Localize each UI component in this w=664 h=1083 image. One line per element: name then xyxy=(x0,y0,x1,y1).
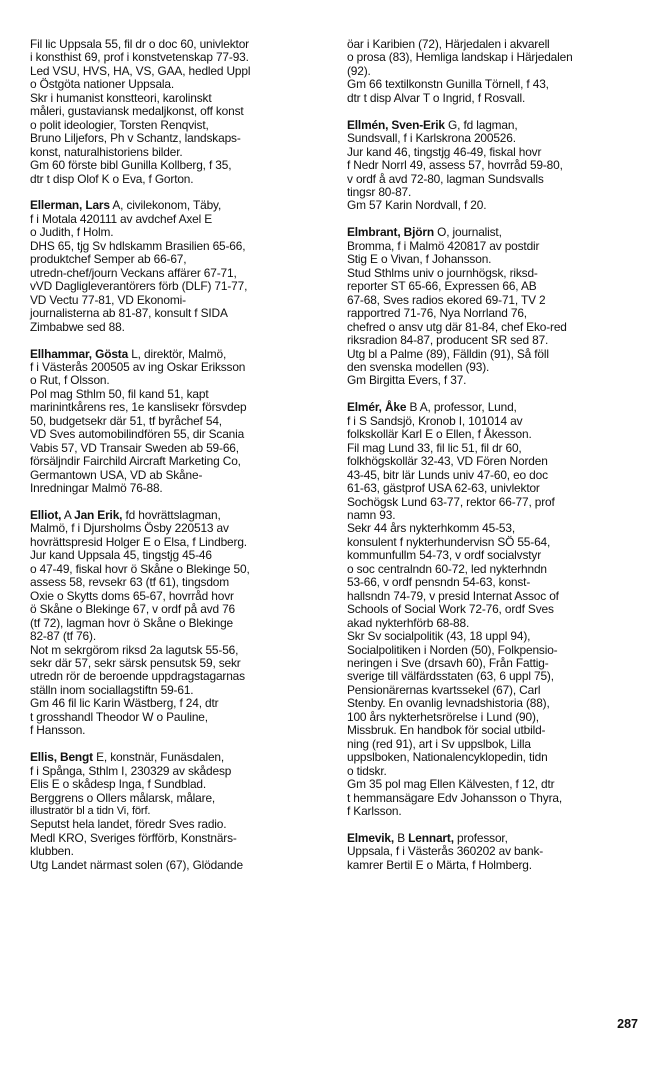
entry-line xyxy=(347,132,639,145)
entry-text: A xyxy=(61,508,75,522)
entry-text: Socialpolitiken i Norden (50), Folkpensio- xyxy=(347,642,558,657)
entry-text: t grosshandl Theodor W o Pauline, xyxy=(30,709,208,724)
entry-line xyxy=(30,294,322,307)
entry-text: Skr Sv socialpolitik (43, 18 uppl 94), xyxy=(347,629,531,644)
entry-line xyxy=(347,617,639,630)
biography-entry xyxy=(347,119,639,213)
entry-line xyxy=(347,536,639,549)
entry-line xyxy=(30,105,322,118)
entry-line xyxy=(347,334,639,347)
entry-text: Gm 46 fil lic Karin Wästberg, f 24, dtr xyxy=(30,696,219,711)
entry-headword: Ellis, Bengt xyxy=(30,750,93,765)
entry-line xyxy=(30,415,322,428)
entry-text: Stud Sthlms univ o journhögsk, riksd- xyxy=(347,265,538,280)
entry-text: 43-45, bitr lär Lunds univ 47-60, eo doc xyxy=(347,467,548,482)
entry-line xyxy=(30,778,322,791)
entry-line xyxy=(30,348,322,361)
entry-text: Malmö, f i Djursholms Ösby 220513 av xyxy=(30,521,229,536)
entry-line xyxy=(30,549,322,562)
entry-text: kommunfullm 54-73, v ordf socialvstyr xyxy=(347,548,542,563)
entry-line xyxy=(30,455,322,468)
entry-line xyxy=(30,280,322,293)
entry-text: klubben. xyxy=(30,844,74,859)
entry-line xyxy=(30,226,322,239)
entry-text: o Östgöta nationer Uppsala. xyxy=(30,77,175,92)
entry-line xyxy=(347,253,639,266)
entry-text: produktchef Semper ab 66-67, xyxy=(30,252,187,267)
entry-line xyxy=(30,751,322,764)
entry-line xyxy=(30,818,322,831)
entry-text: f i Västerås 200505 av ing Oskar Eriksson xyxy=(30,359,246,374)
entry-text: assess 58, revsekr 63 (tf 61), tingsdom xyxy=(30,575,230,590)
entry-line xyxy=(30,374,322,387)
entry-text: 100 års nykterhetsrörelse i Lund (90), xyxy=(347,709,539,724)
entry-line xyxy=(30,253,322,266)
entry-line xyxy=(30,630,322,643)
entry-line xyxy=(347,630,639,643)
entry-line xyxy=(347,657,639,670)
entry-text: Utg Landet närmast solen (67), Glödande xyxy=(30,857,243,872)
entry-text: f Karlsson. xyxy=(347,803,402,818)
biography-entry xyxy=(347,401,639,818)
entry-text: o Rut, f Olsson. xyxy=(30,373,110,388)
entry-text: chefred o ansv utg där 81-84, chef Eko-red xyxy=(347,319,567,334)
entry-text: illustratör bl a tidn Vi, förf. xyxy=(30,805,151,818)
entry-text: Skr i humanist konstteori, karolinskt xyxy=(30,90,212,105)
biography-entry xyxy=(347,38,639,105)
entry-text: ställn inom sociallagstiftn 59-61. xyxy=(30,682,194,697)
entry-text: Bromma, f i Malmö 420817 av postdir xyxy=(347,238,540,253)
entry-line xyxy=(30,697,322,710)
entry-line xyxy=(347,590,639,603)
entry-line xyxy=(347,496,639,509)
entry-line xyxy=(347,792,639,805)
entry-line xyxy=(30,38,322,51)
entry-text: Gm 35 pol mag Ellen Kälvesten, f 12, dtr xyxy=(347,777,555,792)
entry-text: fd hovrättslagman, xyxy=(122,508,221,522)
entry-text: 61-63, gästprof USA 62-63, univlektor xyxy=(347,481,540,496)
entry-line xyxy=(30,576,322,589)
entry-line xyxy=(347,738,639,751)
entry-line xyxy=(347,51,639,64)
biography-entry xyxy=(30,348,322,496)
entry-line xyxy=(347,455,639,468)
entry-line xyxy=(30,307,322,320)
entry-text: DHS 65, tjg Sv hdlskamm Brasilien 65-66, xyxy=(30,238,246,253)
entry-line xyxy=(347,240,639,253)
entry-line xyxy=(30,92,322,105)
biography-entry xyxy=(30,38,322,186)
entry-text: den svenska modellen (93). xyxy=(347,359,490,374)
entry-text: reporter ST 65-66, Expressen 66, AB xyxy=(347,279,537,294)
entry-line xyxy=(347,603,639,616)
entry-text: Berggrens o Ollers målarsk, målare, xyxy=(30,790,216,805)
entry-line xyxy=(347,428,639,441)
entry-text: Missbruk. En handbok för social utbild- xyxy=(347,723,546,738)
entry-text: f Hansson. xyxy=(30,723,86,738)
entry-text: 50, budgetsekr där 51, tf byråchef 54, xyxy=(30,413,222,428)
entry-headword: Ellerman, Lars xyxy=(30,198,110,213)
entry-text: i konsthist 69, prof i konstvetenskap 77-93. xyxy=(30,50,249,65)
entry-text: A, civilekonom, Täby, xyxy=(109,198,222,213)
entry-text: journalisterna ab 81-87, konsult f SIDA xyxy=(30,306,228,321)
entry-text: ö Skåne o Blekinge 67, v ordf på avd 76 xyxy=(30,602,236,617)
entry-line xyxy=(30,657,322,670)
entry-text: Jur kand Uppsala 45, tingstjg 45-46 xyxy=(30,548,212,563)
entry-line xyxy=(30,361,322,374)
entry-line xyxy=(347,159,639,172)
entry-text: Fil mag Lund 33, fil lic 51, fil dr 60, xyxy=(347,440,522,455)
entry-text: (92). xyxy=(347,63,371,78)
entry-text: ning (red 91), art i Sv uppslbok, Lilla xyxy=(347,736,531,751)
entry-text: o Judith, f Holm. xyxy=(30,225,114,240)
entry-line xyxy=(30,132,322,145)
entry-line xyxy=(347,146,639,159)
entry-text: o soc centralndn 60-72, led nykterhndn xyxy=(347,561,547,576)
entry-text: konsulent f nykterhundervisn SÖ 55-64, xyxy=(347,534,551,549)
entry-text: t hemmansägare Edv Johansson o Thyra, xyxy=(347,790,562,805)
entry-text: Uppsala, f i Västerås 360202 av bank- xyxy=(347,844,544,859)
biography-entry xyxy=(30,509,322,738)
entry-line xyxy=(347,697,639,710)
entry-line xyxy=(30,522,322,535)
entry-line xyxy=(30,469,322,482)
entry-line xyxy=(347,307,639,320)
page-number: 287 xyxy=(617,1017,638,1031)
entry-text: 67-68, Sves radios ekored 69-71, TV 2 xyxy=(347,292,546,307)
entry-text: Pol mag Sthlm 50, fil kand 51, kapt xyxy=(30,386,209,401)
entry-line xyxy=(347,119,639,132)
entry-line xyxy=(347,859,639,872)
entry-text: kamrer Bertil E o Märta, f Holmberg. xyxy=(347,857,532,872)
entry-text: Oxie o Skytts doms 65-67, hovrråd hovr xyxy=(30,588,234,603)
entry-text: Inredningar Malmö 76-88. xyxy=(30,481,163,496)
entry-line xyxy=(347,294,639,307)
entry-line xyxy=(347,576,639,589)
entry-line xyxy=(30,603,322,616)
entry-text: Zimbabwe sed 88. xyxy=(30,319,125,334)
entry-line xyxy=(30,684,322,697)
entry-line xyxy=(30,119,322,132)
entry-text: måleri, gustaviansk medaljkonst, off konst xyxy=(30,104,244,119)
entry-line xyxy=(30,482,322,495)
biography-entry xyxy=(30,751,322,872)
entry-line xyxy=(30,267,322,280)
entry-text: o tidskr. xyxy=(347,763,387,778)
biography-entry xyxy=(347,226,639,387)
entry-text: försäljndir Fairchild Aircraft Marketing Co, xyxy=(30,454,241,469)
entry-headword: Elliot, xyxy=(30,508,62,522)
entry-line xyxy=(347,38,639,51)
entry-text: o 47-49, fiskal hovr ö Skåne o Blekinge 50, xyxy=(30,561,250,576)
entry-line xyxy=(30,832,322,845)
biography-entry xyxy=(347,832,639,872)
entry-line xyxy=(347,549,639,562)
entry-line xyxy=(347,321,639,334)
entry-text: Medl KRO, Sveriges förfförb, Konstnärs- xyxy=(30,830,237,845)
entry-line xyxy=(30,765,322,778)
entry-line xyxy=(347,226,639,239)
entry-line xyxy=(30,644,322,657)
entry-text: hovrättspresid Holger E o Elsa, f Lindberg. xyxy=(30,534,247,549)
entry-text: Stig E o Vivan, f Johansson. xyxy=(347,252,492,267)
entry-line xyxy=(30,173,322,186)
entry-text: Pensionärernas kvartssekel (67), Carl xyxy=(347,682,541,697)
entry-text: o polit ideologier, Torsten Renqvist, xyxy=(30,117,209,132)
entry-text: sekr där 57, sekr särsk pensutsk 59, sekr xyxy=(30,655,241,670)
entry-line xyxy=(347,348,639,361)
entry-text: o prosa (83), Hemliga landskap i Härjedalen xyxy=(347,50,573,65)
entry-text: rapportred 71-76, Nya Norrland 76, xyxy=(347,306,527,321)
entry-line xyxy=(347,401,639,414)
entry-line xyxy=(30,401,322,414)
entry-text: uppslboken, Nationalencyklopedin, tidn xyxy=(347,750,548,765)
entry-line xyxy=(347,482,639,495)
entry-text: Sekr 44 års nykterhkomm 45-53, xyxy=(347,521,515,536)
entry-headword: Ellmén, Sven-Erik xyxy=(347,117,445,132)
entry-line xyxy=(347,442,639,455)
entry-text: dtr t disp Olof K o Eva, f Gorton. xyxy=(30,171,194,186)
entry-line xyxy=(30,805,322,818)
entry-line xyxy=(347,65,639,78)
entry-line xyxy=(30,590,322,603)
entry-line xyxy=(30,428,322,441)
entry-line xyxy=(30,65,322,78)
entry-text: Gm Birgitta Evers, f 37. xyxy=(347,373,467,388)
entry-line xyxy=(30,724,322,737)
entry-line xyxy=(30,859,322,872)
entry-text: B xyxy=(394,830,409,845)
entry-text: Germantown USA, VD ab Skåne- xyxy=(30,467,203,482)
entry-text: utredn-chef/journ Veckans affärer 67-71, xyxy=(30,265,237,280)
entry-line xyxy=(347,832,639,845)
entry-line xyxy=(30,146,322,159)
entry-text: Gm 66 textilkonstn Gunilla Törnell, f 43, xyxy=(347,77,549,92)
entry-line xyxy=(347,469,639,482)
entry-text: Fil lic Uppsala 55, fil dr o doc 60, univlektor xyxy=(30,37,249,51)
entry-text: E, konstnär, Funäsdalen, xyxy=(92,750,225,765)
entry-line xyxy=(347,199,639,212)
entry-text: L, direktör, Malmö, xyxy=(128,346,227,361)
entry-line xyxy=(347,267,639,280)
entry-text: VD Vectu 77-81, VD Ekonomi- xyxy=(30,292,186,307)
entry-line xyxy=(30,213,322,226)
entry-line xyxy=(30,536,322,549)
entry-text: hallsndn 74-79, v presid Internat Assoc of xyxy=(347,588,559,603)
entry-line xyxy=(30,388,322,401)
entry-text: Sochögsk Lund 63-77, rektor 66-77, prof xyxy=(347,494,555,509)
entry-line xyxy=(347,280,639,293)
entry-text: namn 93. xyxy=(347,508,396,522)
entry-line xyxy=(30,792,322,805)
entry-text: dtr t disp Alvar T o Ingrid, f Rosvall. xyxy=(347,90,526,105)
entry-text: utredn rör de beroende uppdragstagarnas xyxy=(30,669,245,684)
entry-line xyxy=(30,563,322,576)
entry-line xyxy=(30,670,322,683)
entry-line xyxy=(30,711,322,724)
entry-line xyxy=(347,92,639,105)
entry-line xyxy=(347,186,639,199)
entry-line xyxy=(30,240,322,253)
entry-line xyxy=(347,563,639,576)
entry-headword: Lennart, xyxy=(408,830,454,845)
entry-text: konst, naturalhistoriens bilder. xyxy=(30,144,183,159)
entry-line xyxy=(30,199,322,212)
entry-text: B A, professor, Lund, xyxy=(406,400,517,415)
entry-text: Gm 60 förste bibl Gunilla Kollberg, f 35, xyxy=(30,158,232,173)
entry-line xyxy=(347,374,639,387)
entry-text: tingsr 80-87. xyxy=(347,185,412,200)
entry-text: Led VSU, HVS, HA, VS, GAA, hedled Uppl xyxy=(30,63,251,78)
entry-headword: Elmér, Åke xyxy=(347,400,407,415)
entry-line xyxy=(347,845,639,858)
entry-line xyxy=(30,845,322,858)
entry-text: 53-66, v ordf pensndn 54-63, konst- xyxy=(347,575,531,590)
entry-text: Schools of Social Work 72-76, ordf Sves xyxy=(347,602,554,617)
entry-line xyxy=(30,509,322,522)
entry-text: riksradion 84-87, producent SR sed 87. xyxy=(347,333,549,348)
entry-text: Gm 57 Karin Nordvall, f 20. xyxy=(347,198,487,213)
entry-text: f i Spånga, Sthlm I, 230329 av skådesp xyxy=(30,763,232,778)
entry-text: folkhögskollär 32-43, VD Fören Norden xyxy=(347,454,548,469)
entry-line xyxy=(30,321,322,334)
entry-text: VD Sves automobilindfören 55, dir Scania xyxy=(30,427,245,442)
entry-line xyxy=(347,765,639,778)
entry-headword: Elmbrant, Björn xyxy=(347,225,434,240)
entry-text: O, journalist, xyxy=(433,225,502,240)
entry-line xyxy=(347,173,639,186)
entry-text: Not m sekrgörom riksd 2a lagutsk 55-56, xyxy=(30,642,239,657)
entry-line xyxy=(347,361,639,374)
entry-text: Seputst hela landet, föredr Sves radio. xyxy=(30,817,227,832)
entry-text: folkskollär Karl E o Ellen, f Åkesson. xyxy=(347,427,532,442)
entry-text: G, fd lagman, xyxy=(444,117,518,132)
entry-line xyxy=(347,778,639,791)
entry-headword: Elmevik, xyxy=(347,830,395,845)
entry-text: professor, xyxy=(453,830,508,845)
biography-entry xyxy=(30,199,322,334)
entry-line xyxy=(347,644,639,657)
entry-text: Vabis 57, VD Transair Sweden ab 59-66, xyxy=(30,440,239,455)
entry-line xyxy=(347,522,639,535)
entry-text: neringen i Sve (drsavh 60), Från Fattig- xyxy=(347,655,549,670)
entry-text: Bruno Liljefors, Ph v Schantz, landskaps- xyxy=(30,131,241,146)
entry-text: Jur kand 46, tingstjg 46-49, fiskal hovr xyxy=(347,144,542,159)
left-column xyxy=(30,38,322,886)
entry-text: f i Motala 420111 av avdchef Axel E xyxy=(30,211,213,226)
entry-text: vVD Dagligleverantörers förb (DLF) 71-77, xyxy=(30,279,248,294)
entry-line xyxy=(30,617,322,630)
entry-line xyxy=(347,509,639,522)
entry-text: (tf 72), lagman hovr ö Skåne o Blekinge xyxy=(30,615,234,630)
entry-line xyxy=(30,51,322,64)
entry-line xyxy=(30,442,322,455)
entry-text: öar i Karibien (72), Härjedalen i akvarell xyxy=(347,37,550,51)
entry-line xyxy=(347,711,639,724)
entry-text: sverige till välfärdsstaten (63, 6 uppl 75), xyxy=(347,669,554,684)
entry-text: akad nykterhförb 68-88. xyxy=(347,615,470,630)
entry-line xyxy=(347,805,639,818)
entry-text: marinintkårens res, 1e kanslisekr försvdep xyxy=(30,400,247,415)
right-column xyxy=(347,38,639,886)
entry-text: f i S Sandsjö, Kronob I, 101014 av xyxy=(347,413,523,428)
entry-headword: Ellhammar, Gösta xyxy=(30,346,129,361)
entry-text: Elis E o skådesp Inga, f Sundblad. xyxy=(30,777,207,792)
entry-text: 82-87 (tf 76). xyxy=(30,629,96,644)
entry-line xyxy=(347,724,639,737)
entry-line xyxy=(347,751,639,764)
entry-text: Sundsvall, f i Karlskrona 200526. xyxy=(347,131,516,146)
entry-line xyxy=(30,78,322,91)
entry-line xyxy=(347,684,639,697)
entry-line xyxy=(30,159,322,172)
entry-line xyxy=(347,78,639,91)
entry-text: f Nedr Norrl 49, assess 57, hovrråd 59-80, xyxy=(347,158,563,173)
entry-text: Stenby. En ovanlig levnadshistoria (88), xyxy=(347,696,550,711)
entry-text: Utg bl a Palme (89), Fälldin (91), Så föll xyxy=(347,346,549,361)
entry-headword: Jan Erik, xyxy=(74,508,123,522)
entry-line xyxy=(347,670,639,683)
entry-text: v ordf å avd 72-80, lagman Sundsvalls xyxy=(347,171,544,186)
